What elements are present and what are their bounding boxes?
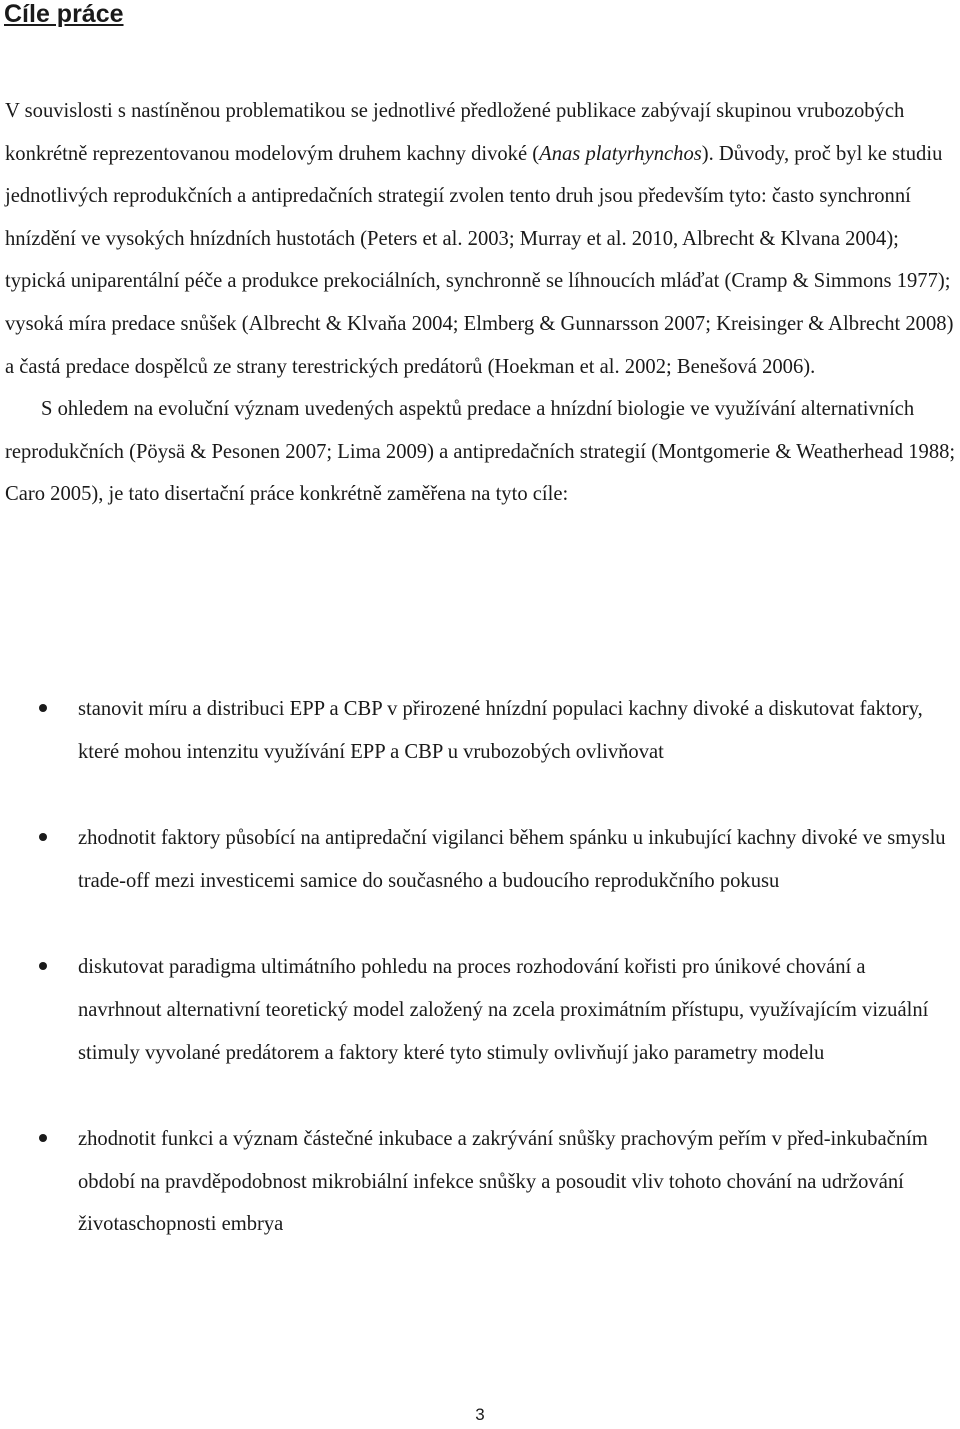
- intro-text-part-1: V souvislosti s nastíněnou problematikou se jednotlivé předložené publikace zabývají skupinou vrubozobých konkrétně reprezentovanou modelovým druhem kachny divoké (: [5, 100, 905, 165]
- goal-text: zhodnotit faktory působící na antipredační vigilanci během spánku u inkubující kachny divoké ve smyslu trade-off mezi investicemi samice do současného a budoucího reprodukčního pokusu: [78, 827, 946, 892]
- goal-text: zhodnotit funkci a význam částečné inkubace a zakrývání snůšky prachovým peřím v před-inkubačním období na pravděpodobnost mikrobiální infekce snůšky a posoudit vliv tohoto chování na udržování životaschopnosti embrya: [78, 1128, 928, 1236]
- goals-list: [0, 688, 960, 1290]
- goal-text: stanovit míru a distribuci EPP a CBP v přirozené hnízdní populaci kachny divoké a diskutovat faktory, které mohou intenzitu využívání EPP a CBP u vrubozobých ovlivňovat: [78, 698, 923, 763]
- goal-item-3: [0, 946, 960, 1074]
- bullet-icon: [39, 962, 47, 970]
- goal-item-1: [0, 688, 960, 773]
- section-heading: Cíle práce: [4, 0, 124, 28]
- bullet-icon: [39, 833, 47, 841]
- body-text: [5, 90, 960, 516]
- goal-item-2: [0, 817, 960, 902]
- goal-text: diskutovat paradigma ultimátního pohledu na proces rozhodování kořisti pro únikové chování a navrhnout alternativní teoretický model založený na zcela proximátním přístupu, využívajícím vizuální stimuly vyvolané predátorem a faktory které tyto stimuly ovlivňují jako parametry modelu: [78, 956, 929, 1064]
- intro-text-part-2: ). Důvody, proč byl ke studiu jednotlivých reprodukčních a antipredačních strategií zvolen tento druh jsou především tyto: často synchronní hnízdění ve vysokých hnízdních hustotách (Peters et al. 2003; Murray et al. 2010, Albrecht & Klvana 2004); typická uniparentální péče a produkce prekociálních, synchronně se líhnoucích mláďat (Cramp & Simmons 1977); vysoká míra predace snůšek (Albrecht & Klvaňa 2004; Elmberg & Gunnarsson 2007; Kreisinger & Albrecht 2008) a častá predace dospělců ze strany terestrických predátorů (Hoekman et al. 2002; Benešová 2006).: [5, 142, 954, 378]
- species-name: Anas platyrhynchos: [539, 142, 702, 165]
- aims-intro-paragraph: S ohledem na evoluční význam uvedených aspektů predace a hnízdní biologie ve využívání alternativních reprodukčních (Pöysä & Pesonen 2007; Lima 2009) a antipredačních strategií (Montgomerie & Weatherhead 1988; Caro 2005), je tato disertační práce konkrétně zaměřena na tyto cíle:: [5, 398, 956, 506]
- bullet-icon: [39, 1134, 47, 1142]
- goal-item-4: [0, 1118, 960, 1246]
- page-number: 3: [475, 1405, 485, 1424]
- bullet-icon: [39, 704, 47, 712]
- intro-paragraph: [5, 90, 960, 388]
